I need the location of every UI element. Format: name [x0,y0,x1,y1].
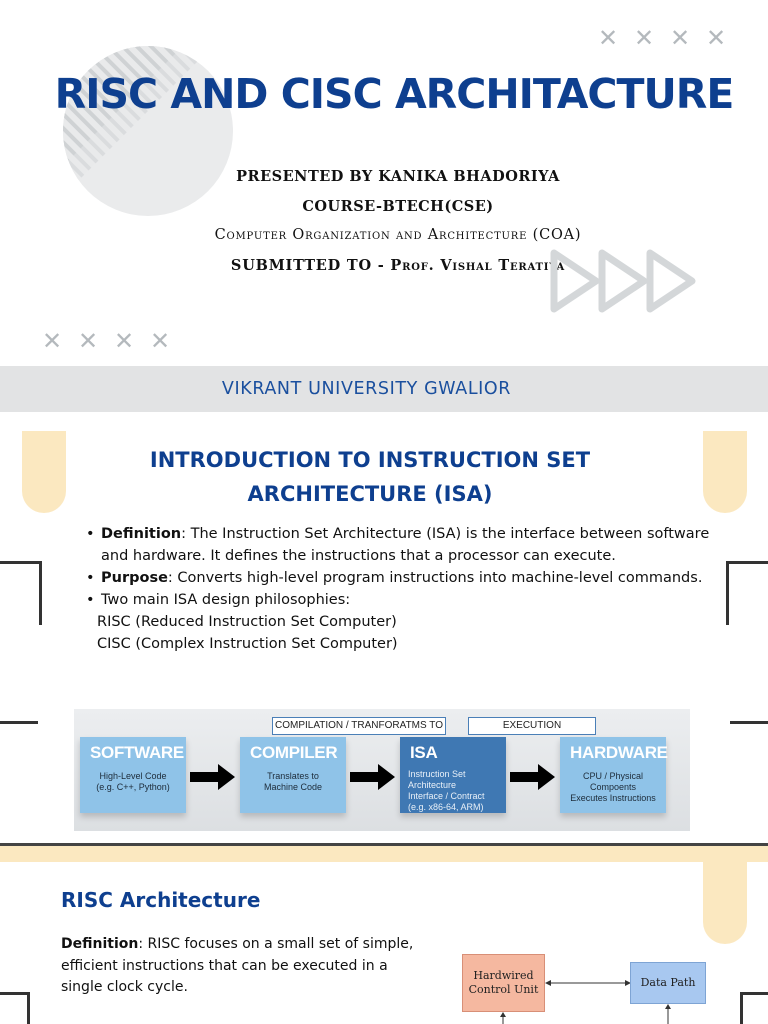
bracket-decoration [740,992,768,1024]
data-path-box: Data Path [630,962,706,1004]
arrow-up-icon [663,1004,673,1024]
risc-definition [61,934,421,999]
definition-text: : RISC focuses on a small set of simple, efficient instructions that can be executed in a single clock cycle. [61,936,414,995]
box-title: COMPILER [250,743,338,762]
title-slide [0,0,768,412]
x-icon: ✕ [149,327,171,355]
software-box [80,737,186,813]
subject-name: Computer Organization and Architecture (COA) [214,227,582,243]
submitted-to: SUBMITTED TO - Prof. Vishal Teratiya [230,256,566,274]
box-desc: High-Level Code [99,771,167,781]
compiler-box [240,737,346,813]
risc-slide [0,846,768,1024]
bullet-label: Purpose [101,570,168,586]
hardwired-control-unit-box: Hardwired Control Unit [462,954,545,1012]
cream-tab-decoration [22,431,66,513]
x-icon: ✕ [705,24,727,52]
cream-band-decoration [0,846,768,862]
x-icon: ✕ [77,327,99,355]
isa-intro-slide [0,431,768,843]
box-desc: Translates to [267,771,319,781]
presentation-title: RISC AND CISC ARCHITACTURE [54,70,734,118]
bullet-text: : Converts high-level program instructions into machine-level commands. [167,570,703,586]
bracket-decoration [0,992,30,1024]
x-icon: ✕ [41,327,63,355]
list-item [84,523,724,567]
line-decoration [730,721,768,724]
triangle-arrows-decoration [548,245,703,321]
course-name: COURSE-BTECH(CSE) [302,197,494,215]
bullet-label: Definition [101,526,182,542]
arrow-right-icon [510,763,556,791]
box-title: SOFTWARE [90,743,184,762]
x-icon: ✕ [597,24,619,52]
definition-label: Definition [61,936,139,952]
box-desc: Interface / Contract [408,791,485,801]
box-desc: (e.g. C++, Python) [96,782,170,792]
box-desc: CPU / Physical Compoents [582,771,644,792]
university-banner [0,366,768,412]
bracket-decoration [726,561,768,625]
arrow-right-icon [350,763,396,791]
arrow-up-icon [498,1012,508,1024]
bracket-decoration [0,561,42,625]
arrow-right-icon [190,763,236,791]
list-item [84,567,724,589]
double-arrow-icon [545,978,631,988]
university-name: VIKRANT UNIVERSITY GWALIOR [221,379,512,399]
x-icon: ✕ [113,327,135,355]
isa-flow-diagram [74,709,690,831]
risc-slide-title: RISC Architecture [61,888,261,912]
box-desc: Instruction Set Architecture [408,769,466,790]
x-marks-decoration [596,26,728,50]
cream-tab-decoration [703,431,747,513]
line-decoration [0,721,38,724]
bullet-text: Two main ISA design philosophies: [101,592,351,608]
x-marks-decoration [40,329,172,353]
box-title: ISA [410,743,438,762]
box-title: HARDWARE [570,743,668,762]
box-desc: (e.g. x86-64, ARM) [408,802,484,812]
box-desc: Machine Code [263,782,323,792]
isa-slide-title: INTRODUCTION TO INSTRUCTION SET ARCHITECTURE (ISA) [149,448,591,506]
box-desc: Executes Instructions [570,793,656,803]
execution-label: EXECUTION [468,717,596,735]
list-item [84,589,724,611]
x-icon: ✕ [669,24,691,52]
cream-tab-decoration [703,846,747,944]
bullet-text: : The Instruction Set Architecture (ISA) is the interface between software and hardware. It defines the instructions that a processor can execute. [101,526,710,564]
compilation-label: COMPILATION / TRANFORATMS TO [272,717,446,735]
hardware-box [560,737,666,813]
cisc-item: CISC (Complex Instruction Set Computer) [97,636,398,652]
isa-box [400,737,506,813]
x-icon: ✕ [633,24,655,52]
presenter-name: PRESENTED BY KANIKA BHADORIYA [236,168,560,185]
isa-bullet-list [84,523,724,655]
risc-item: RISC (Reduced Instruction Set Computer) [97,614,397,630]
